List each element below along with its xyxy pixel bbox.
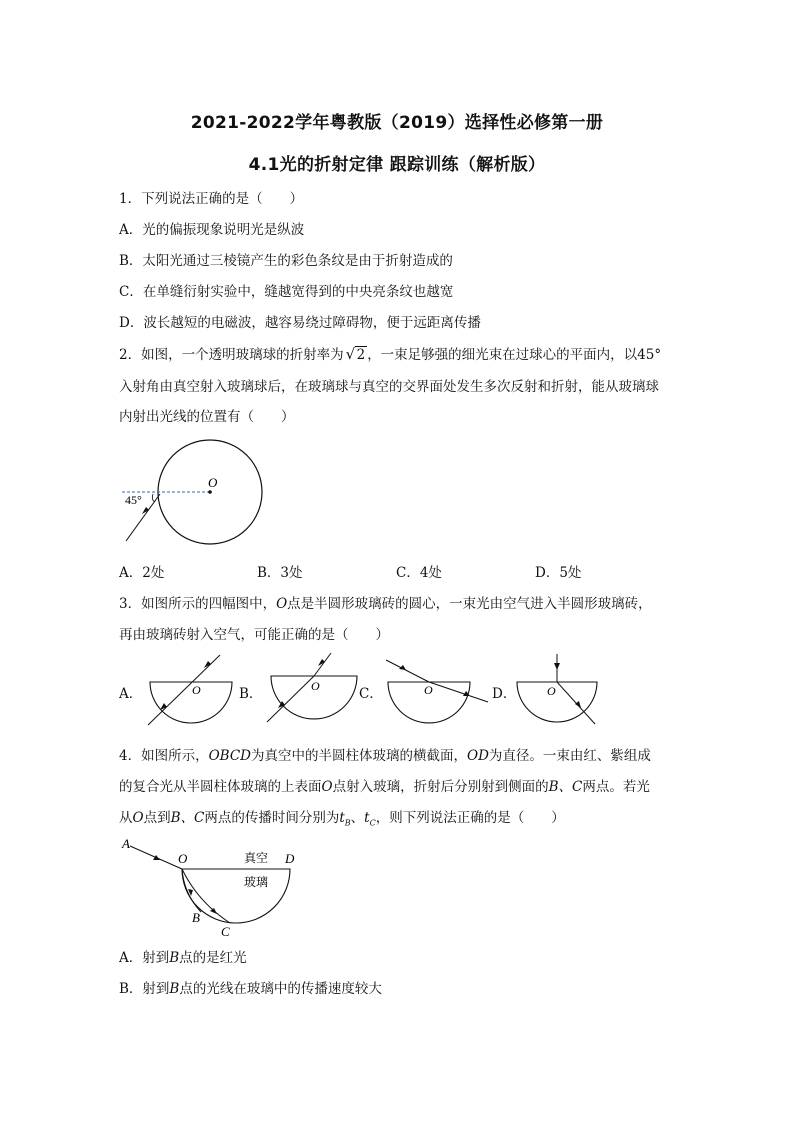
document-subtitle: 4.1光的折射定律 跟踪训练（解析版） [248, 155, 546, 175]
point-label-d: D [285, 851, 295, 866]
q4-line3-bc: B、C [170, 810, 205, 826]
center-label-o: O [547, 684, 556, 698]
q4-option-a [119, 946, 247, 966]
q3-line1-o: O [276, 596, 288, 612]
q2-option-a: A．2处 [119, 565, 165, 581]
q2-line1-post: ，一束足够强的细光束在过球心的平面内，以45° [367, 347, 662, 363]
q1-option-b: B．太阳光通过三棱镜产生的彩色条纹是由于折射造成的 [119, 253, 453, 269]
document-title: 2021-2022学年粤教版（2019）选择性必修第一册 [190, 113, 604, 133]
q3-figure-c [380, 650, 495, 730]
q2-line1-pre: 2．如图，一个透明玻璃球的折射率为 [119, 347, 344, 363]
q2-line-2: 入射角由真空射入玻璃球后，在玻璃球与真空的交界面处发生多次反射和折射，能从玻璃球 [119, 379, 659, 395]
q2-option-d: D．5处 [535, 565, 582, 581]
q4-line2-post: 两点。若光 [582, 779, 650, 795]
q3-figure-d [513, 650, 603, 730]
q3-figure-a [140, 650, 240, 730]
q4-line3-post: ，则下列说法正确的是（ ） [375, 810, 565, 826]
q2-figure-glass-sphere [118, 438, 278, 553]
q4-line1-mid: 为真空中的半圆柱体玻璃的横截面， [251, 748, 467, 764]
center-label-o: O [424, 683, 433, 697]
q4-line-3 [119, 806, 565, 828]
q2-line-1 [119, 343, 661, 363]
ray-arrow-icon [318, 659, 325, 666]
q4-line-1 [119, 744, 651, 764]
ray-arrow-icon [160, 703, 167, 710]
q4-line3-pre: 从 [119, 810, 133, 826]
q4-line1-pre: 4．如图所示， [119, 748, 209, 764]
label-vacuum: 真空 [244, 851, 269, 865]
point-label-o: O [178, 851, 188, 866]
q4-b-post: 点的光线在玻璃中的传播速度较大 [179, 981, 382, 997]
point-label-c: C [221, 924, 230, 939]
q3-fig-label-a: A． [119, 686, 143, 702]
q2-option-c: C．4处 [396, 565, 442, 581]
q2-sqrt-radicand: 2 [356, 347, 366, 363]
q2-option-b: B．3处 [257, 565, 303, 581]
ray-arrow-icon [554, 663, 560, 670]
q2-line-3: 内射出光线的位置有（ ） [119, 409, 295, 425]
q3-line-1 [119, 592, 652, 612]
q4-tc: t [364, 810, 370, 826]
light-ray-incident [267, 676, 314, 722]
q4-b-b: B [169, 981, 180, 997]
q3-line-2: 再由玻璃砖射入空气，可能正确的是（ ） [119, 627, 389, 643]
q3-line1-post: 点是半圆形玻璃砖的圆心，一束光由空气进入半圆形玻璃砖， [287, 596, 652, 612]
q3-figure-b [259, 650, 364, 730]
semicircle-glass [517, 682, 597, 722]
center-dot [208, 490, 212, 494]
light-ray-exit [429, 682, 488, 702]
q1-option-c: C．在单缝衍射实验中，缝越宽得到的中央亮条纹也越宽 [119, 284, 454, 300]
q4-line3-mid1: 点到 [143, 810, 171, 826]
q4-figure-half-cylinder [118, 832, 308, 940]
q4-line3-mid2: 两点的传播时间分别为 [204, 810, 340, 826]
point-label-b: B [192, 910, 200, 925]
sqrt-symbol [346, 347, 368, 363]
q3-fig-label-b: B． [239, 686, 263, 702]
semicircle-glass [150, 682, 232, 723]
q4-line2-bc: B、C [548, 779, 583, 795]
q3-fig-label-c: C． [359, 686, 383, 702]
q4-line2-pre: 的复合光从半圆柱体玻璃的上表面 [119, 779, 322, 795]
sqrt-sign-icon: √ [345, 345, 356, 363]
light-ray-exit [314, 653, 331, 676]
ray-arrow-icon [142, 507, 149, 514]
q4-a-b: B [169, 950, 180, 966]
q4-option-b [119, 977, 382, 997]
q4-line2-mid: 点射入玻璃，折射后分别射到侧面的 [332, 779, 549, 795]
center-label-o: O [208, 475, 218, 490]
center-label-o: O [311, 679, 320, 693]
point-label-a: A [122, 836, 130, 851]
q4-line-2 [119, 775, 650, 795]
q4-b-pre: B．射到 [119, 981, 170, 997]
q4-tb: t [339, 810, 345, 826]
q4-line3-o: O [132, 810, 144, 826]
q1-option-a: A．光的偏振现象说明光是纵波 [119, 222, 305, 238]
ray-arrow-icon [153, 855, 160, 860]
q3-fig-label-d: D． [492, 686, 517, 702]
q1-option-d: D．波长越短的电磁波，越容易绕过障碍物，便于远距离传播 [119, 315, 481, 331]
q4-line2-o: O [321, 779, 333, 795]
q3-line1-pre: 3．如图所示的四幅图中， [119, 596, 277, 612]
q4-line3-sep: 、 [350, 810, 365, 826]
q4-a-post: 点的是红光 [179, 950, 247, 966]
label-glass: 玻璃 [244, 875, 269, 889]
light-ray [148, 655, 220, 725]
q4-line1-ocbd: OBCD [208, 748, 251, 764]
ray-arrow-icon [575, 701, 581, 708]
q4-line1-post: 为直径。一束由红、紫组成 [488, 748, 651, 764]
center-label-o: O [192, 683, 201, 697]
q4-a-pre: A．射到 [119, 950, 170, 966]
light-ray-incident [386, 660, 429, 682]
q4-tb-sub: B [344, 818, 351, 828]
q1-stem: 1．下列说法正确的是（ ） [119, 191, 304, 207]
angle-label: 45° [125, 493, 142, 507]
q4-tc-sub: C [369, 818, 376, 828]
q4-line1-od: OD [467, 748, 489, 764]
